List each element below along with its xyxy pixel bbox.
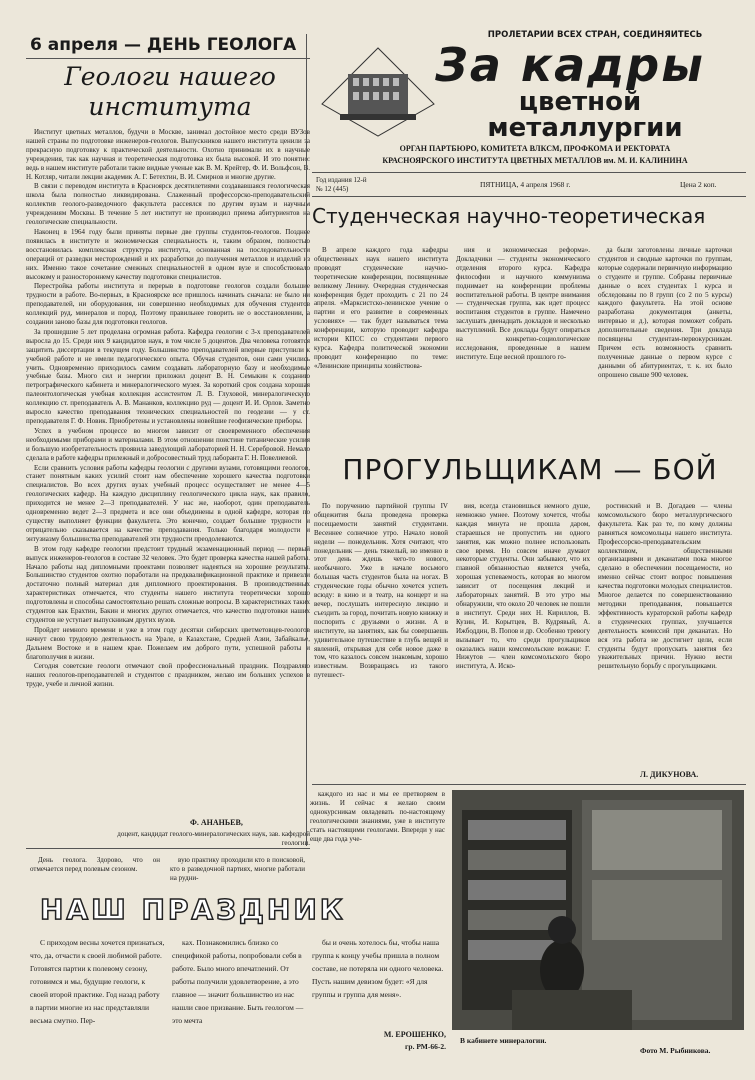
kicker: 6 апреля — ДЕНЬ ГЕОЛОГА [30,35,297,55]
holiday-author: М. ЕРОШЕНКО, [383,1030,446,1039]
truants-col-1 [314,502,448,782]
slogan: ПРОЛЕТАРИИ ВСЕХ СТРАН, СОЕДИНЯЙТЕСЬ [487,30,703,40]
photo-caption: В кабинете минералогии. [460,1036,547,1045]
masthead-title-2: цветной [518,88,642,116]
masthead-rule [312,172,746,173]
geologists-author-title: доцент, кандидат геолого-минералогических наук, зав. кафедрой геологии. [117,830,310,847]
geologists-body [26,128,310,816]
masthead-title-3: металлургии [487,114,683,142]
paragraph: По поручению партийной группы IV общежития была проведена проверка посещаемости занятий студентами. Весеннее солнечное утро. Начало новой недели — понедельник. Хотя считают, что понедельник — день тяжелый, но именно в этот день ждешь чего-то нового, необычного. Уже в начале восьмого большая часть студентов была на ногах. В студенческие годы обычно хочется успеть всюду: в кино и в театр, на концерт и на вечер, послушать интересную лекцию и съездить за город, почитать новую книжку и поспорить с друзьями о жизни. А в институте, на занятиях, как бы совершаешь удивительное путешествие в глубь вещей и явлений, открывая для себя новое даже в том, что казалось совсем знакомым, хорошо известным. Возвращаясь из такого путешест- [314,502,448,680]
left-bottom-rule [26,848,310,849]
paragraph: Сегодня советские геологи отмечают свой профессиональный праздник. Поздравляю наших геологов-преподавателей и студентов с праздником, желаю им больших успехов в труде, учебе и личной жизни. [26,662,310,689]
truants-author: Л. ДИКУНОВА. [640,770,699,779]
masthead-rule-2 [312,196,746,197]
paragraph: В этом году кафедре геологии предстоит трудный экзаменационный период — первый выпуск инженеров-геологов в составе 32 человек. Это будет проверка качества нашей работы. Начало работы над дипломными проектами позволяет надеяться на хорошие результаты. Большинство студентов охотно поработали на предквалификационной практике и привезли достаточно полный материал для дипломного проектирования. В производственных характеристиках отмечается, что студенты нашего института теоретически хорошо подготовлены и способны самостоятельно решать сложные вопросы. В характеристиках таких студентов как Ерахтин, Бакин и многих других отмечается, что качество подготовки наших студентов не уступает выпускникам других вузов. [26,544,310,624]
truants-col-3 [598,502,732,762]
year: Год издания 12-й [316,176,367,184]
truants-headline: ПРОГУЛЬЩИКАМ — БОЙ [342,453,718,486]
conference-col-3 [598,246,732,446]
paragraph: День геолога. Здорово, что он отмечается перед полевым сезоном. [30,856,160,873]
date: ПЯТНИЦА, 4 апреля 1968 г. [480,180,571,189]
masthead-title-1: За кадры [435,40,705,90]
paragraph: Если сравнить условия работы кафедры геологии с другими вузами, готовящими геологов, станет понятным каких усилий стоит нам обеспечение хорошего качества подготовки специалистов. Во всех других вузах учебный процесс осуществляет не менее 4—5 геологических кафедр. На каждую дисциплину геологического цикла наук, как правило, приходится не менее 2—3 преподавателей. У нас же, наоборот, один преподаватель одновременно ведет 2—3 предмета и все они объединены в одной кафедре, которая по существу выполняет функции факультета. Это конечно, создает большие трудности и отрицательно сказывается на качестве преподавания. Только благодаря молодости и энтузиазму большинства преподавателей эти трудности преодолеваются. [26,463,310,543]
mineralogy-photo [452,790,744,1030]
conference-headline: Студенческая научно-теоретическая [312,204,706,228]
paragraph: ках. Познакомились близко со спецификой работы, попробовали себя в работе. Было много впечатлений. От работы получили удовлетворение, а это главное — значит большинство из нас нашли свое призвание. Быть геологом — это мечта [172,938,304,1025]
paragraph: В апреле каждого года кафедры общественных наук нашего института проводят студенческие научно-теоретические конференции, посвященные великому Ленину. Очередная студенческая конференция будет проходить с 21 по 24 апреля. «Марксистско-ленинское учение о партии и его развитие в современных условиях» — так будет называться тема конференции, которую проводит кафедра истории КПСС со студентами первого курса. Кафедра политической экономии проводит конференцию по теме: «Ленинские принципы хозяйствова- [314,246,448,370]
paragraph: За прошедшие 5 лет проделана огромная работа. Кафедра геологии с 3-х преподавателей выросла до 15. Среди них 9 кандидатов наук, в том числе 5 доцентов. Два человека готовятся защитить диссертации в текущем году. Большинство преподавателей впервые приступили к учебной работе и не имели педагогического опыта. Обучая студентов, они сами учились учить. Одновременно приходилось самим создавать лабораторную базу и необходимые учебные базы. Много сил и энергии приложил доцент В. Н. Семыкин к созданию петрографического кабинета и минералогического музея. За короткий срок создана хорошая палеонтологическая учебная коллекция ассистентом Л. В. Глуховой, минералогическую коллекцию ст. преподаватель А. В. Мананков, коллекцию руд — доцент И. И. Орлов. Заметно выросло качество преподавания технических специальностей по геодезии — у ст. преподавателя Г. Ф. Новик. Приобретены и установлены новейшие геофизические приборы. [26,327,310,425]
holiday-lead-2 [170,856,305,888]
holiday-headline: НАШ ПРАЗДНИК [40,893,346,926]
paragraph: Институт цветных металлов, будучи в Москве, занимал достойное место среди ВУЗов нашей страны по подготовке инженеров-геологов. Выпускников нашего института ценили за прекрасную подготовку к практической деятельности. Охотно принимали их в научные учреждения, так как научная и теоретическая подготовка их была высокой. И это понятно: ведь в нашем институте работали такие видные ученые как В. М. Крейтер, Ф. И. Вольфсон, В. Н. Котляр, читали лекции академик А. Г. Бетехтин, В. И. Смирнов и многие другие. [26,128,310,181]
photo-credit: Фото М. Рыбникова. [640,1046,711,1055]
organ-line-2: КРАСНОЯРСКОГО ИНСТИТУТА ЦВЕТНЫХ МЕТАЛЛОВ им. М. И. КАЛИНИНА [382,156,688,165]
paragraph: каждого из нас и мы ее претворяем в жизнь. И сейчас я желаю своим однокурсникам овладевать по-настоящему геологическими знаниями, уже в институте стать настоящими геологами. Впереди у нас еще два года уче- [310,790,445,843]
column-divider [306,34,307,846]
conference-col-1 [314,246,448,446]
paragraph: вия, всегда становишься немного душе, немножко умнее. Поэтому хочется, чтобы каждая минута не прошла даром, стараешься не пропустить ни одного занятия, как можно полнее использовать свое время. Но совсем иначе думают некоторые студенты. Они забывают, что их главной обязанностью является учеба, хорошая успеваемость, которая во многом зависит от посещения лекций и лабораторных занятий. В это утро мы обнаружили, что около 20 человек не пошли в институт. Среди них Н. Кириллов, В. Кузин, И. Корытцев, В. Кудрявый, А. Ижбоддин, В. Попов и др. Особенно тревогу вызывает то, что среди прогульщиков оказались наши комсомольские вожаки: Г. Нижутов — член комсомольского бюро института, А. Иско- [456,502,590,671]
paragraph: вую практику проходили кто в поисковой, кто в разведочной партиях, многие работали на рудни- [170,856,305,882]
geologists-headline: Геологи нашего института [64,62,276,121]
holiday-col-1 [30,936,165,1080]
holiday-mid-text [310,790,445,888]
holiday-col-3 [312,936,446,1026]
paragraph: В связи с переводом института в Красноярск десятилетиями создававшаяся геологическая школа была полностью ликвидирована. Слаженный профессорско-преподавательский коллектив геолого-разведочного факультета рассеялся по другим вузам и научным учреждениям Москвы. В течение 5 лет институт не производил приема абитуриентов на геологические специальности. [26,182,310,227]
bottom-rule [312,784,746,785]
organ-line-1: ОРГАН ПАРТБЮРО, КОМИТЕТА ВЛКСМ, ПРОФКОМА И РЕКТОРАТА [399,144,671,153]
paragraph: Успех в учебном процессе во многом зависит от своевременного обеспечения необходимыми приборами и материалами. В этом отношении поистине титанические усилия и большую изобретательность проявила заведующий лабораторией Н. Н. Серебровой. Немало сделала в работе кафедры прилежный и добросовестный труд лаборанта Г. Н. Повелиевой. [26,426,310,462]
paragraph: ния и экономическая реформа». Докладчики — студенты экономического отделения второго курса. Кафедра философии и научного коммунизма поднимает на конференции проблемы воспитательной работы. В центре внимания — студенческая группа, как идет процесс воспитания студентов в группе. Намечено заслушать двенадцать докладов и несколько выступлений. Все доклады будут опираться на конкретно-социологические исследования, проведенные в нашем институте. Еще весной прошлого го- [456,246,590,361]
geologists-author: Ф. АНАНЬЕВ, [190,818,243,827]
holiday-author-group: гр. РМ-66-2. [405,1042,446,1051]
truants-col-2 [456,502,590,782]
conference-col-2 [456,246,590,446]
paragraph: Наконец в 1964 году были приняты первые две группы студентов-геологов. Позднее появилась в институте и экономическая специальность и, таким образом, полностью восстановилась комплексная структура института, основанная на последовательности операций от разведки месторождений и их разработки до получения металлов и изделий из них. Именно такое сочетание смежных специальностей в одном вузе и способствовало высокому и разностороннему качеству подготовки специалистов. [26,227,310,281]
price: Цена 2 коп. [680,180,717,189]
holiday-lead-1 [30,856,160,888]
paragraph: С приходом весны хочется признаться, что, да, отчасти к своей любимой работе. Готовятся партии к полевому сезону, готовимся и мы, будущие геологи, к своей второй практике. Год назад работу в партии многие из нас представляли весьма смутно. Пер- [30,938,165,1025]
paragraph: ростинский и В. Догадаев — члены комсомольского бюро металлургического факультета. Как раз те, по кому должны равняться комсомольцы нашего института. Профессорско-преподавательским коллективом, общественными организациями и деканатами пока многое сделано в обеспечении посещаемости, но именно сейчас стоит вопрос повышения качества подготовки молодых специалистов. Многое делается по совершенствованию методики преподавания, повышается эффективность кураторской работы кафедр в студенческих группах, улучшается деятельность комиссий при деканатах. Но вся эта работа не достигнет цели, если студенты будут пропускать занятия без уважительных причин. Нужно вести решительную борьбу с прогульщиками. [598,502,732,671]
paragraph: бы и очень хотелось бы, чтобы наша группа к концу учебы пришла в полном составе, не потеряла ни одного человека. Пусть нашим девизом будет: «Я для группы и группа для меня». [312,938,444,999]
holiday-col-2 [172,936,304,1080]
kicker-rule [26,58,310,59]
paragraph: Пройдет немного времени и уже в этом году десятки сибирских цветметовцев-геологов начнут свою трудовую деятельность на Урале, в Казахстане, Средней Азии, Забайкалье, Дальнем Востоке и в нашем крае. Пожелаем им доброго пути, успешной работы и благополучия в жизни. [26,625,310,661]
paragraph: да были заготовлены личные карточки студентов и сводные карточки по группам, которые содержали первичную информацию о студенте и группе. Собраны первичные данные о всех студентах 1 курса и обследованы по 8 групп (со 2 по 5 курсы) каждого факультета. На этой основе разработана документация (анкеты, интервью и д.), которая поможет собрать дополнительные сведения. Три доклада посвящены студентам-первокурсникам. Причем есть возможность сравнить полученные данные о первом курсе с данными об абитуриентах, т. к. их было опрошено свыше 900 человек. [598,246,732,379]
issue: № 12 (445) [316,185,349,193]
paragraph: Перестройка работы института и перерыв в подготовке геологов создали большие трудности в работе. Во-первых, в Красноярске все пришлось начинать сначала: не было ни преподавателей, ни оборудования, ни совершенно необходимых для обучения студентов коллекций руд, минералов и пород. Поэтому правильнее говорить не о восстановлении, а создании заново базы для подготовки геологов. [26,282,310,327]
